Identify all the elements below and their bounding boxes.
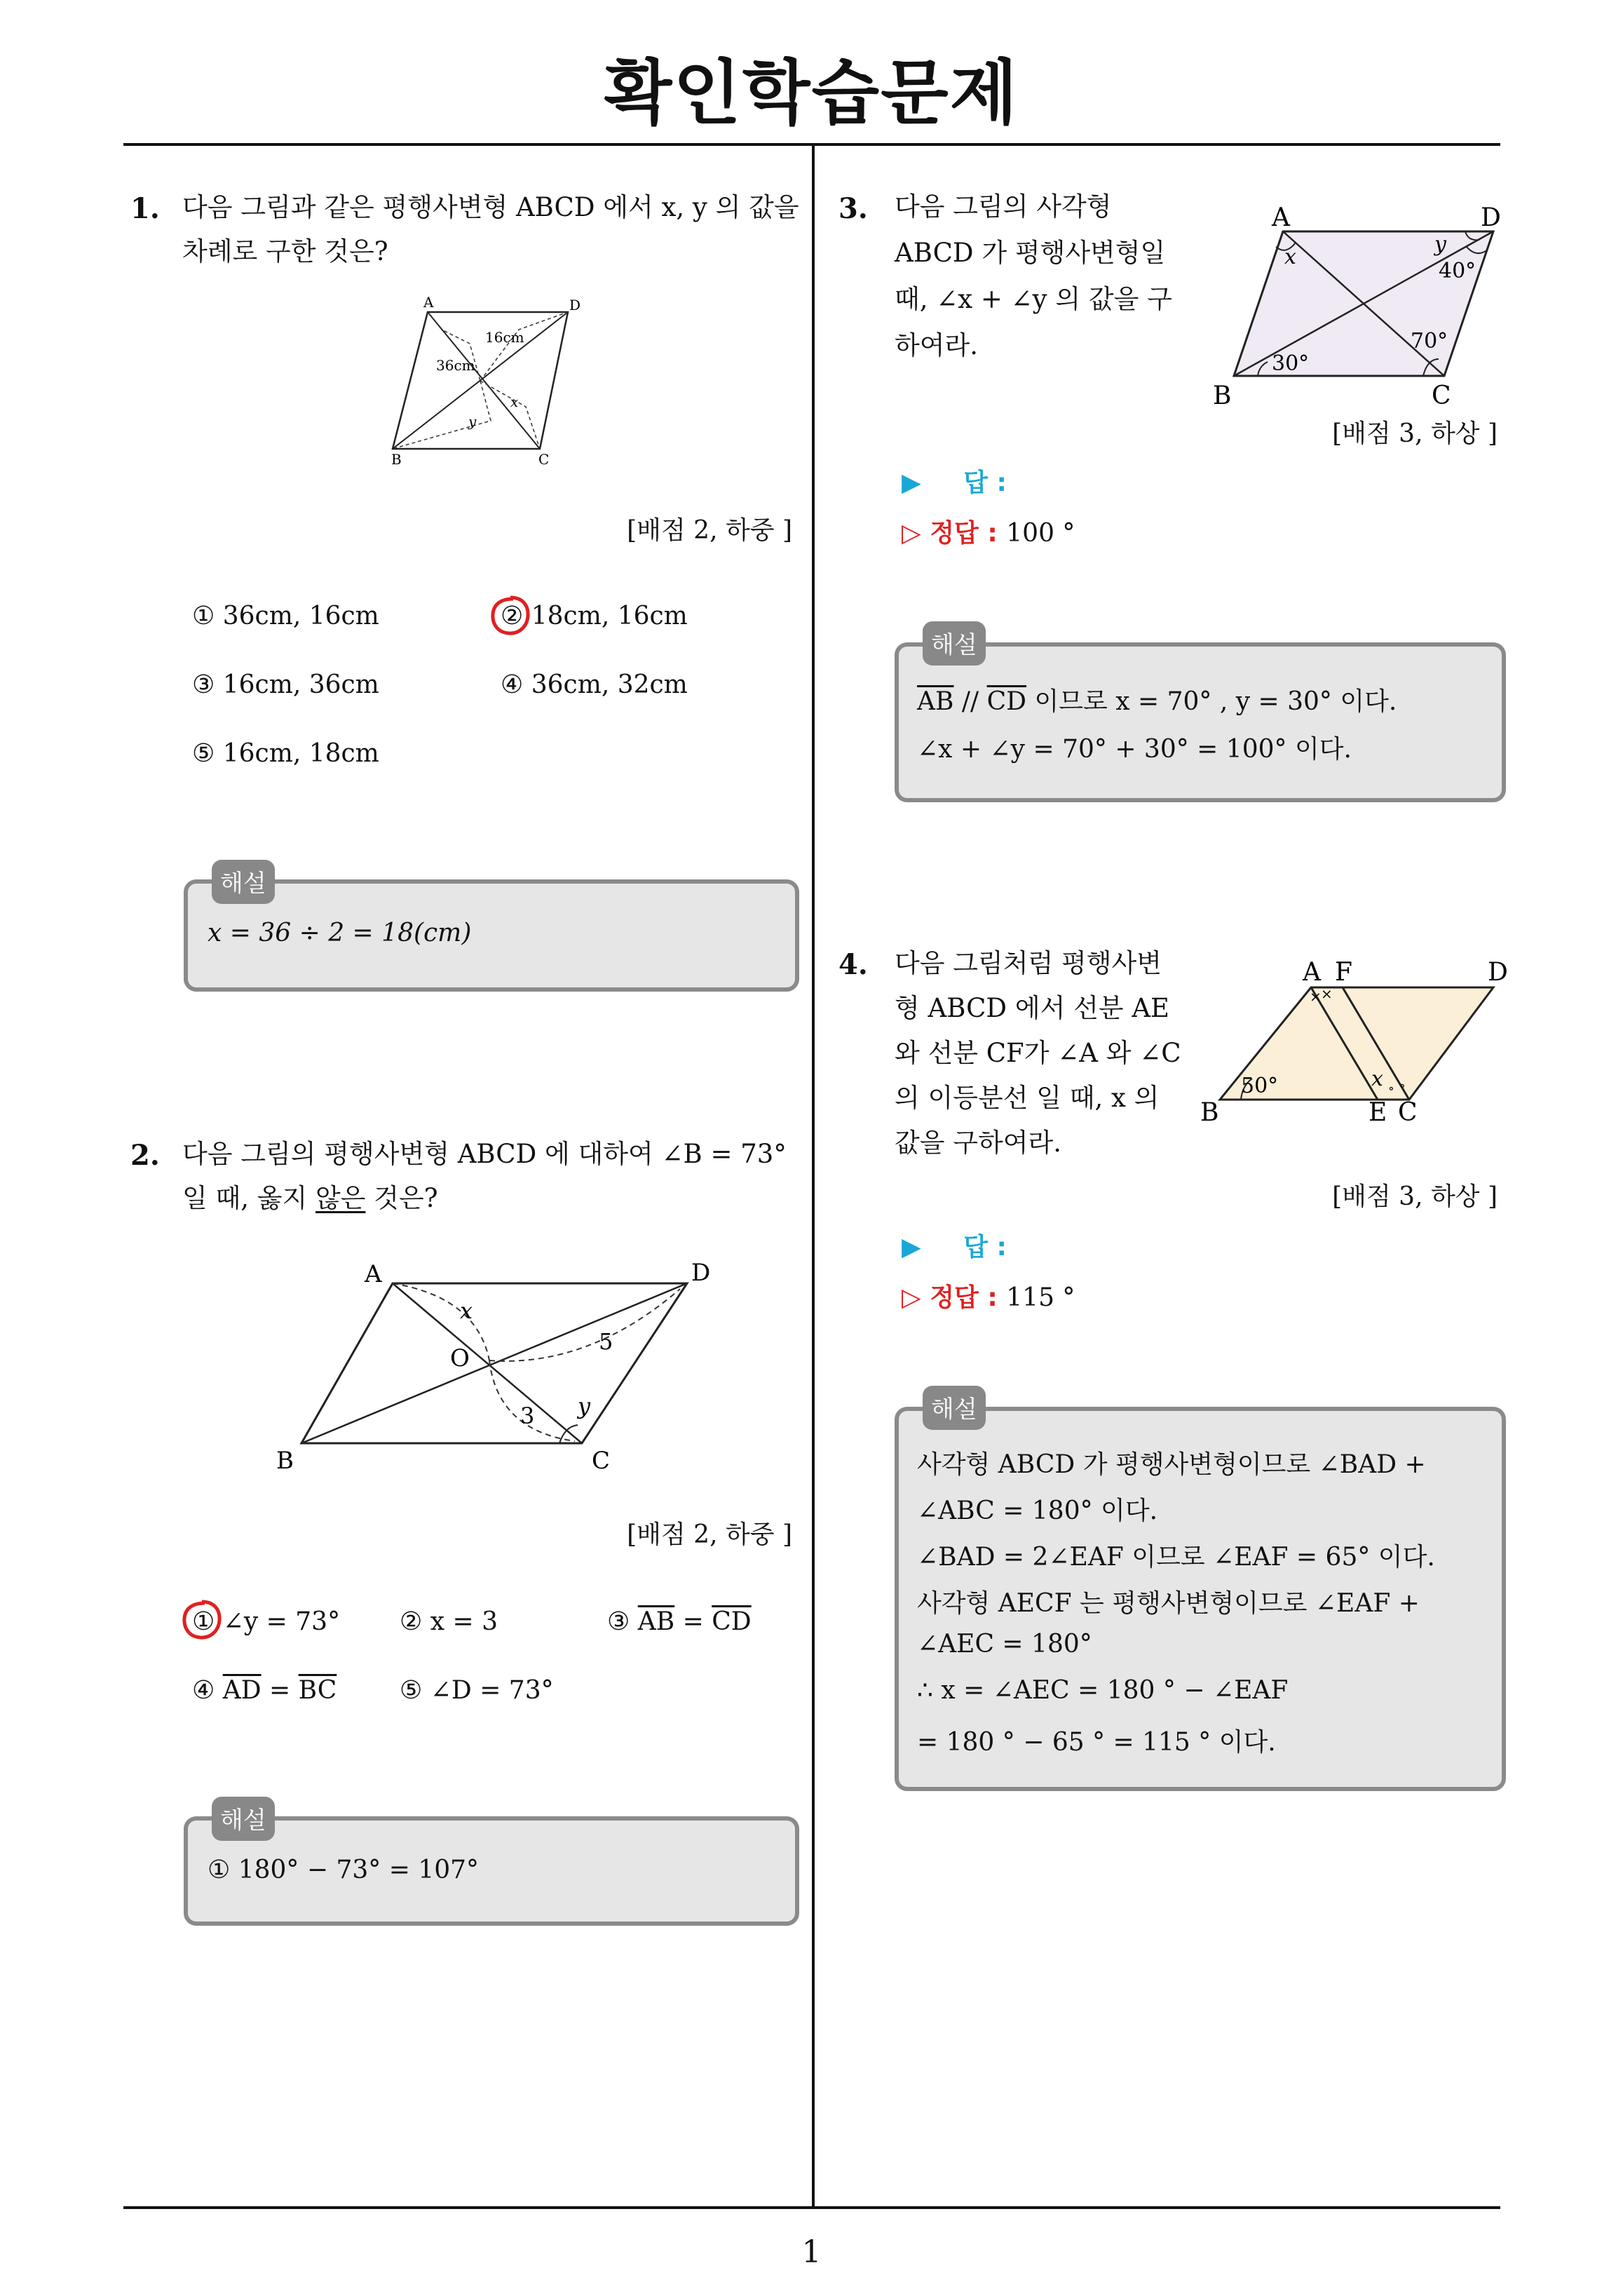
score-label: [배점 2, 하중 ] bbox=[627, 516, 792, 545]
question-number: 3. bbox=[838, 192, 868, 225]
segment-label: $\overline{CD}$ bbox=[986, 687, 1027, 716]
answer-mark-circle-icon bbox=[179, 1598, 224, 1642]
parallelogram-figure bbox=[266, 1255, 729, 1473]
correct-label: 정답 : bbox=[930, 1283, 998, 1312]
vertex-label-c: C bbox=[592, 1447, 611, 1475]
vertex-label-c: C bbox=[1432, 381, 1451, 410]
angle-label: 40° bbox=[1439, 259, 1476, 283]
correct-value: 115 ° bbox=[1006, 1283, 1075, 1312]
angle-label: 30° bbox=[1272, 351, 1310, 376]
choice-4[interactable] bbox=[192, 1676, 337, 1705]
question-text-line: 다음 그림처럼 평행사변 bbox=[895, 948, 1162, 978]
solution-line: ∠ABC = 180° 이다. bbox=[917, 1497, 1158, 1525]
question-text-line bbox=[182, 1176, 799, 1220]
vertex-label-b: B bbox=[276, 1447, 294, 1475]
parallelogram-figure bbox=[391, 288, 581, 470]
choice-4[interactable]: ④ 36cm, 32cm bbox=[501, 670, 688, 699]
question-text-line: 때, ∠x + ∠y 의 값을 구 bbox=[895, 284, 1172, 314]
parallelogram-figure bbox=[1213, 201, 1507, 411]
score-label: [배점 3, 하상 ] bbox=[1332, 419, 1498, 448]
segment-label: $\overline{AB}$ bbox=[637, 1607, 675, 1636]
question-text-line: 값을 구하여라. bbox=[895, 1128, 1061, 1158]
solution-line: = 180 ° − 65 ° = 115 ° 이다. bbox=[917, 1728, 1276, 1757]
question-text-line: 다음 그림의 평행사변형 ABCD 에 대하여 ∠B = 73° bbox=[182, 1139, 787, 1169]
solution-tag: 해설 bbox=[923, 621, 986, 666]
score-label: [배점 2, 하중 ] bbox=[627, 1520, 792, 1549]
segment-label: $\overline{CD}$ bbox=[712, 1607, 752, 1636]
vertex-label-b: B bbox=[391, 451, 402, 468]
length-label: 36cm bbox=[436, 357, 475, 374]
question-number: 4. bbox=[838, 948, 868, 981]
parallelogram-figure bbox=[1199, 952, 1514, 1135]
angle-label: 70° bbox=[1411, 329, 1448, 353]
solution-line: ∠AEC = 180° bbox=[917, 1630, 1092, 1659]
outline-arrow-icon: ▷ bbox=[902, 1283, 921, 1312]
vertex-label-a: A bbox=[1272, 203, 1290, 232]
variable-x-label: x bbox=[460, 1297, 473, 1324]
question-text bbox=[182, 1132, 799, 1220]
choice-3[interactable] bbox=[607, 1607, 752, 1636]
solution-line: 사각형 AECF 는 평행사변형이므로 ∠EAF + bbox=[917, 1589, 1420, 1618]
tick-icon: ∘ bbox=[1399, 1079, 1406, 1093]
text-span: = bbox=[261, 1676, 299, 1705]
tick-icon: × bbox=[1321, 985, 1333, 1002]
vertex-label-b: B bbox=[1213, 381, 1232, 410]
correct-label: 정답 : bbox=[930, 519, 998, 548]
text-span: 것은? bbox=[365, 1183, 438, 1213]
solution-line: ① 180° − 73° = 107° bbox=[208, 1856, 480, 1884]
text-span: = bbox=[674, 1607, 712, 1636]
vertex-label-a: A bbox=[1303, 958, 1321, 987]
tick-icon: × bbox=[1310, 988, 1322, 1005]
text-span: 일 때, 옳지 bbox=[182, 1183, 316, 1213]
solution-line: ∴ x = ∠AEC = 180 ° − ∠EAF bbox=[917, 1676, 1289, 1705]
question-number: 1. bbox=[130, 192, 160, 225]
tick-icon: ∘ bbox=[1388, 1081, 1394, 1096]
vertex-label-a: A bbox=[365, 1260, 382, 1288]
solution-box bbox=[895, 642, 1506, 802]
question-text-line: 다음 그림과 같은 평행사변형 ABCD 에서 x, y 의 값을 bbox=[182, 192, 799, 222]
page-title: 확인학습문제 bbox=[604, 52, 1019, 134]
choice-1[interactable]: ① ∠y = 73° bbox=[192, 1607, 341, 1636]
choice-2[interactable]: ② 18cm, 16cm bbox=[501, 602, 688, 630]
choice-5[interactable]: ⑤ ∠D = 73° bbox=[400, 1676, 554, 1705]
vertex-label-c: C bbox=[1398, 1098, 1418, 1127]
vertex-label-d: D bbox=[1488, 958, 1508, 987]
choice-5[interactable]: ⑤ 16cm, 18cm bbox=[192, 739, 379, 768]
choice-2[interactable]: ② x = 3 bbox=[400, 1607, 498, 1636]
question-text-line: 의 이등분선 일 때, x 의 bbox=[895, 1083, 1160, 1113]
angle-label: 50° bbox=[1241, 1074, 1279, 1098]
text-span: 이므로 x = 70° , y = 30° 이다. bbox=[1026, 687, 1397, 716]
question-text-line: 와 선분 CF가 ∠A 와 ∠C bbox=[895, 1038, 1181, 1068]
question-text bbox=[895, 941, 1189, 1166]
vertex-label-a: A bbox=[423, 294, 434, 311]
vertex-label-d: D bbox=[691, 1259, 711, 1287]
question-text bbox=[182, 185, 799, 274]
correct-answer-row bbox=[902, 1278, 1075, 1314]
page-number: 1 bbox=[801, 2234, 822, 2270]
angle-x-label: x bbox=[1371, 1067, 1383, 1091]
text-span: // bbox=[953, 687, 987, 716]
segment-label: $\overline{BC}$ bbox=[298, 1676, 337, 1705]
solution-line: 사각형 ABCD 가 평행사변형이므로 ∠BAD + bbox=[917, 1450, 1426, 1479]
length-label: 3 bbox=[520, 1403, 535, 1429]
solution-line: x = 36 ÷ 2 = 18(cm) bbox=[208, 919, 472, 947]
center-label-o: O bbox=[450, 1344, 470, 1372]
vertex-label-d: D bbox=[569, 297, 581, 313]
vertex-label-c: C bbox=[538, 451, 550, 468]
vertex-label-e: E bbox=[1369, 1098, 1387, 1127]
variable-x-label: x bbox=[510, 393, 519, 410]
solution-line: ∠x + ∠y = 70° + 30° = 100° 이다. bbox=[917, 735, 1352, 764]
question-text-line: 차례로 구한 것은? bbox=[182, 236, 388, 266]
choice-number: ③ bbox=[607, 1607, 638, 1636]
play-arrow-icon: ▶ bbox=[902, 468, 921, 497]
answer-label: 답 : bbox=[963, 468, 1007, 497]
answer-mark-circle-icon bbox=[488, 593, 533, 638]
solution-line bbox=[917, 682, 1397, 717]
vertex-label-f: F bbox=[1335, 958, 1352, 987]
underlined-text: 않은 bbox=[315, 1183, 366, 1213]
solution-tag: 해설 bbox=[212, 860, 275, 904]
solution-tag: 해설 bbox=[212, 1797, 275, 1841]
question-text-line: ABCD 가 평행사변형일 bbox=[895, 238, 1166, 268]
variable-y-label: y bbox=[578, 1393, 591, 1419]
segment-label: $\overline{AB}$ bbox=[917, 687, 954, 716]
question-text bbox=[895, 184, 1189, 369]
column-divider bbox=[812, 143, 815, 2209]
solution-tag: 해설 bbox=[923, 1386, 986, 1430]
question-text-line: 형 ABCD 에서 선분 AE bbox=[895, 993, 1170, 1023]
question-text-line: 다음 그림의 사각형 bbox=[895, 191, 1112, 222]
angle-x-label: x bbox=[1284, 245, 1296, 269]
solution-line: ∠BAD = 2∠EAF 이므로 ∠EAF = 65° 이다. bbox=[917, 1543, 1435, 1572]
question-number: 2. bbox=[130, 1139, 160, 1172]
question-text-line: 하여라. bbox=[895, 330, 978, 360]
vertex-label-b: B bbox=[1200, 1098, 1219, 1127]
answer-row bbox=[902, 463, 1007, 499]
choice-3[interactable]: ③ 16cm, 36cm bbox=[192, 670, 379, 699]
choice-number: ④ bbox=[192, 1676, 223, 1705]
angle-y-label: y bbox=[1434, 232, 1446, 257]
answer-row bbox=[902, 1227, 1007, 1263]
play-arrow-icon: ▶ bbox=[902, 1233, 921, 1262]
vertex-label-d: D bbox=[1481, 203, 1501, 232]
footer-divider bbox=[123, 2206, 1500, 2209]
variable-y-label: y bbox=[468, 413, 477, 430]
score-label: [배점 3, 하상 ] bbox=[1332, 1182, 1498, 1211]
answer-label: 답 : bbox=[963, 1233, 1007, 1262]
choice-1[interactable]: ① 36cm, 16cm bbox=[192, 602, 379, 630]
length-label: 16cm bbox=[485, 329, 524, 346]
correct-value: 100 ° bbox=[1006, 519, 1075, 548]
length-label: 5 bbox=[599, 1328, 613, 1355]
correct-answer-row bbox=[902, 513, 1075, 549]
segment-label: $\overline{AD}$ bbox=[222, 1676, 262, 1705]
outline-arrow-icon: ▷ bbox=[902, 519, 921, 548]
